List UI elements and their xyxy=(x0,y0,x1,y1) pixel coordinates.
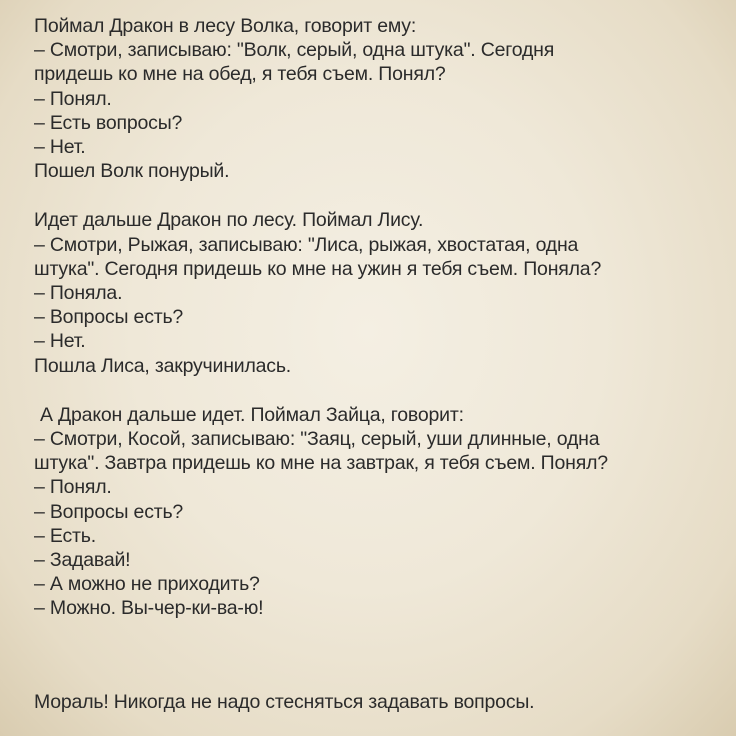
text-line: – А можно не приходить? xyxy=(34,573,260,596)
text-line: придешь ко мне на обед, я тебя съем. Понял? xyxy=(34,63,446,86)
text-line: – Нет. xyxy=(34,330,86,353)
text-line: – Понял. xyxy=(34,87,112,110)
text-line: – Можно. Вы-чер-ки-ва-ю! xyxy=(34,597,264,620)
text-line: Идет дальше Дракон по лесу. Поймал Лису. xyxy=(34,209,424,232)
text-line: штука". Сегодня придешь ко мне на ужин я тебя съем. Поняла? xyxy=(34,257,602,280)
paragraph-fox xyxy=(34,208,724,377)
text-line: – Вопросы есть? xyxy=(34,306,184,329)
text-line: – Смотри, записываю: "Волк, серый, одна штука". Сегодня xyxy=(34,39,555,62)
text-line: – Вопросы есть? xyxy=(34,500,184,523)
text-line: штука". Завтра придешь ко мне на завтрак, я тебя съем. Понял? xyxy=(34,452,608,475)
text-line: Пошла Лиса, закручинилась. xyxy=(34,354,292,377)
text-line: – Понял. xyxy=(34,476,112,499)
text-line: – Смотри, Косой, записываю: "Заяц, серый, уши длинные, одна xyxy=(34,428,600,451)
paragraph-hare xyxy=(34,403,724,621)
text-line: – Смотри, Рыжая, записываю: "Лиса, рыжая, хвостатая, одна xyxy=(34,233,579,256)
text-line: – Поняла. xyxy=(34,282,123,305)
story-text xyxy=(34,14,724,646)
moral-line: Мораль! Никогда не надо стесняться задавать вопросы. xyxy=(34,691,535,713)
text-line: – Задавай! xyxy=(34,549,131,572)
paragraph-wolf xyxy=(34,14,724,183)
text-line: – Есть вопросы? xyxy=(34,111,183,134)
text-line: Пошел Волк понурый. xyxy=(34,160,230,183)
text-line: А Дракон дальше идет. Поймал Зайца, говорит: xyxy=(40,403,464,426)
text-line: Поймал Дракон в лесу Волка, говорит ему: xyxy=(34,15,417,37)
text-line: – Есть. xyxy=(34,524,96,547)
text-line: – Нет. xyxy=(34,136,86,159)
